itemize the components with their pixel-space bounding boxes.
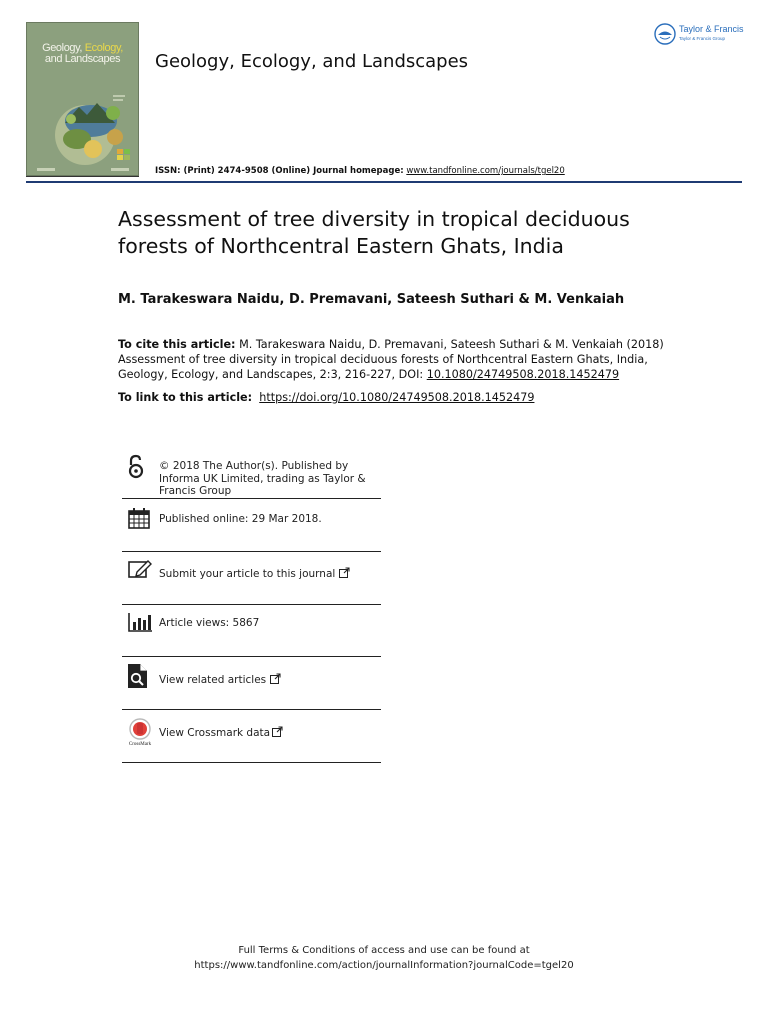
submit-label: Submit your article to this journal <box>159 568 336 580</box>
open-access-icon <box>128 454 144 480</box>
article-title: Assessment of tree diversity in tropical deciduous forests of Northcentral Eastern Ghats, India <box>118 207 630 258</box>
footer-line-1: Full Terms & Conditions of access and use can be found at <box>238 945 530 956</box>
related-text[interactable] <box>159 673 281 687</box>
related-row[interactable] <box>122 656 381 710</box>
crossmark-link-label: View Crossmark data <box>159 727 271 739</box>
footer-terms-link[interactable]: https://www.tandfonline.com/action/journalInformation?journalCode=tgel20 <box>194 960 574 971</box>
cover-artwork <box>27 23 139 176</box>
article-link-line <box>118 391 534 404</box>
article-authors: M. Tarakeswara Naidu, D. Premavani, Sateesh Suthari & M. Venkaiah <box>118 292 625 307</box>
crossmark-icon <box>128 718 154 746</box>
journal-title: Geology, Ecology, and Landscapes <box>155 51 469 72</box>
cite-doi-link[interactable]: 10.1080/24749508.2018.1452479 <box>426 368 620 381</box>
publisher-name: Taylor & Francis <box>679 24 744 34</box>
crossmark-label: CrossMark <box>128 742 152 746</box>
cover-title-ecology: Ecology, <box>84 42 123 54</box>
journal-cover <box>26 22 139 176</box>
cover-title-landscapes: and Landscapes <box>44 53 121 65</box>
calendar-icon <box>128 507 150 529</box>
crossmark-row[interactable] <box>122 709 381 763</box>
publisher-logo-icon <box>654 23 676 45</box>
publisher-subname: Taylor & Francis Group <box>679 36 726 41</box>
citation-block <box>118 337 678 382</box>
external-link-icon <box>339 567 350 578</box>
cover-title-geology: Geology, <box>42 42 83 54</box>
issn-label: ISSN: (Print) 2474-9508 (Online) Journal homepage: <box>155 166 404 176</box>
crossmark-text[interactable] <box>159 726 283 740</box>
cite-text: M. Tarakeswara Naidu, D. Premavani, Sateesh Suthari & M. Venkaiah (2018) Assessment of tree diversity in tropical deciduous forests of Northcentral Eastern Ghats, India, Geology, Ecology, and Landscapes, 2:3, 216-227, DOI: <box>118 338 664 381</box>
views-row <box>122 604 381 657</box>
link-label: To link to this article: <box>118 391 253 404</box>
header-rule <box>26 181 742 183</box>
article-doi-link[interactable]: https://doi.org/10.1080/24749508.2018.1452479 <box>259 391 535 404</box>
edit-icon <box>128 559 152 579</box>
submit-row[interactable] <box>122 551 381 605</box>
related-label: View related articles <box>159 674 267 686</box>
published-row <box>122 498 381 552</box>
views-text: Article views: 5867 <box>159 617 260 629</box>
cite-label: To cite this article: <box>118 338 236 351</box>
cover-underline <box>26 176 139 177</box>
external-link-icon <box>270 673 281 684</box>
footer <box>0 943 768 973</box>
publisher-logo[interactable] <box>654 22 746 46</box>
submit-text[interactable] <box>159 567 350 581</box>
copyright-text: © 2018 The Author(s). Published by Informa UK Limited, trading as Taylor & Francis Group <box>159 460 366 497</box>
copyright-row <box>122 452 381 499</box>
search-document-icon <box>128 664 148 688</box>
published-text: Published online: 29 Mar 2018. <box>159 513 322 525</box>
bar-chart-icon <box>128 612 152 632</box>
external-link-icon <box>272 726 283 737</box>
journal-homepage-link[interactable]: www.tandfonline.com/journals/tgel20 <box>406 166 565 176</box>
issn-line <box>155 166 565 176</box>
